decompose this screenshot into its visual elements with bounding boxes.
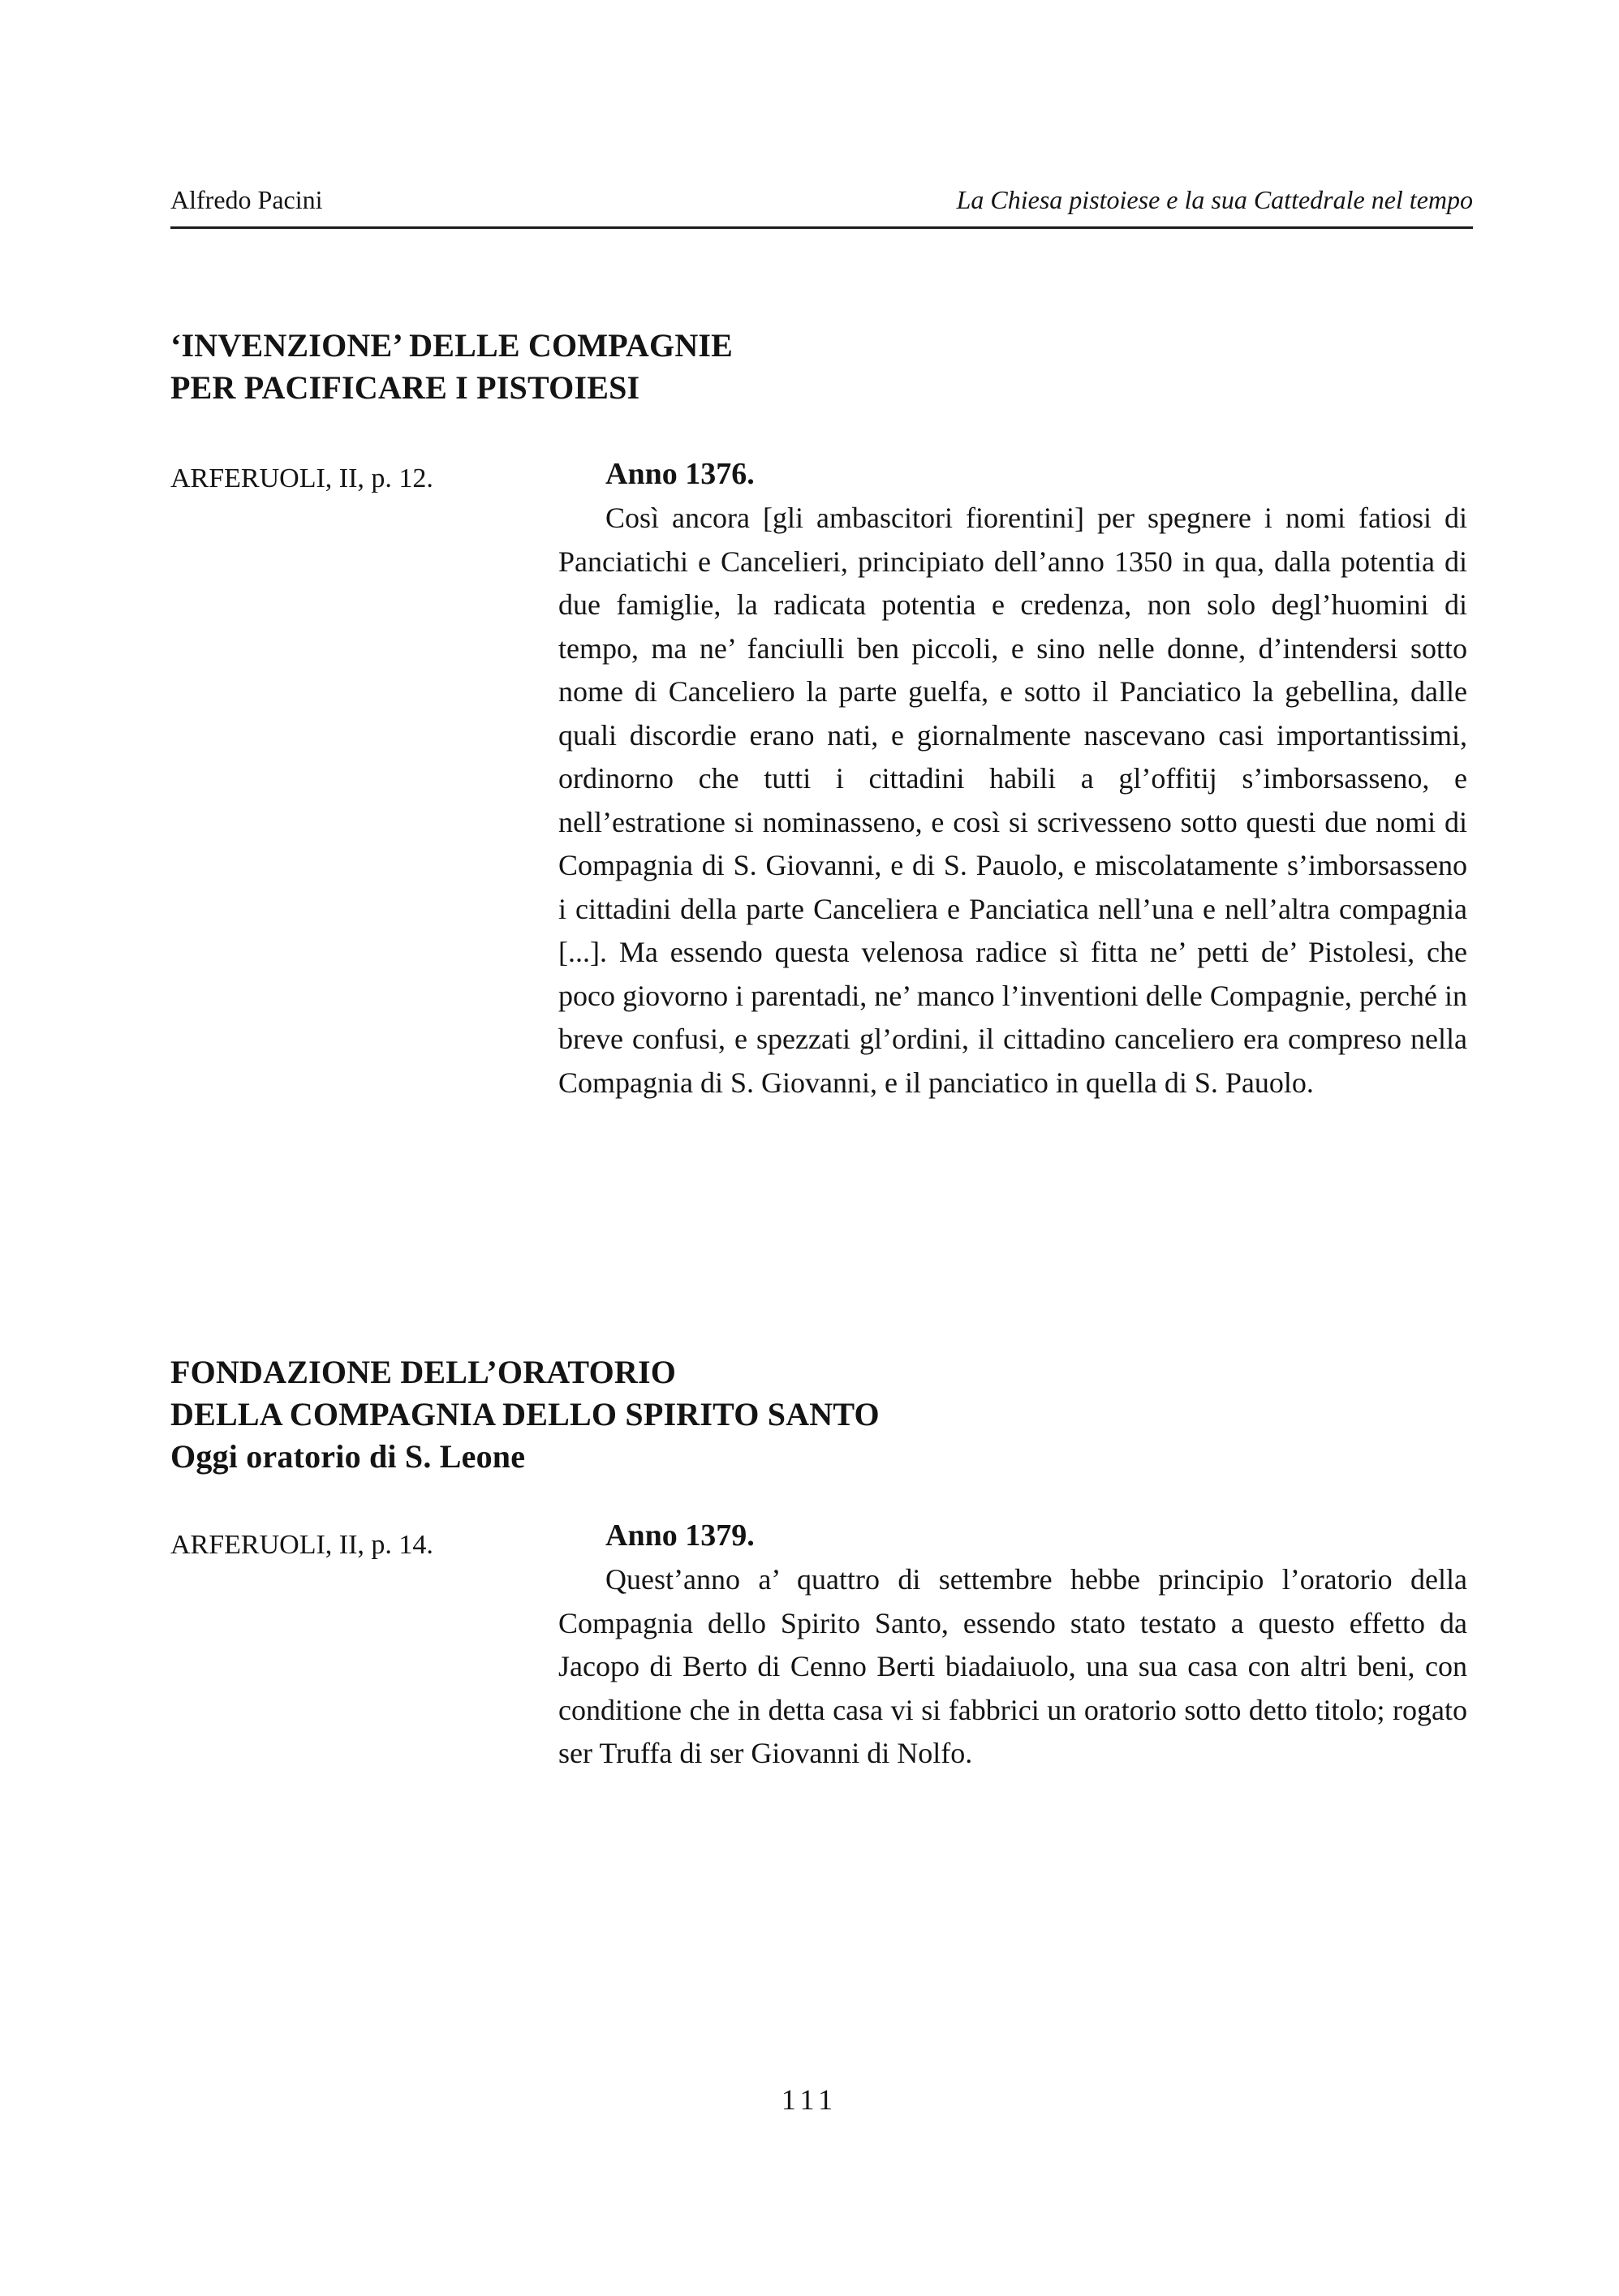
section-1-heading	[170, 325, 733, 409]
section-2-year: Anno 1379.	[605, 1518, 755, 1553]
section-2-title-line-2: DELLA COMPAGNIA DELLO SPIRITO SANTO	[170, 1396, 880, 1432]
section-2-subtitle: Oggi oratorio di S. Leone	[170, 1438, 526, 1475]
section-1-title-line-1: ‘INVENZIONE’ DELLE COMPAGNIE	[170, 327, 734, 364]
section-2-source: ARFERUOLI, II, p. 14.	[170, 1530, 433, 1560]
section-1-title-line-2: PER PACIFICARE I PISTOIESI	[170, 369, 640, 406]
section-1-source: ARFERUOLI, II, p. 12.	[170, 463, 433, 493]
page-number: 111	[781, 2083, 838, 2116]
section-2-text: Quest’anno a’ quattro di settembre hebbe principio l’oratorio della Compagnia dello Spirito Santo, essendo stato testato a questo effetto da Jacopo di Berto di Cenno Berti biadaiuolo, una sua casa con altri beni, con conditione che in detta casa vi si fabbrici un oratorio sotto detto titolo; rogato ser Truffa di ser Giovanni di Nolfo.	[558, 1563, 1467, 1769]
section-2-title-line-1: FONDAZIONE DELL’ORATORIO	[170, 1354, 677, 1390]
header-book-title: La Chiesa pistoiese e la sua Cattedrale nel tempo	[956, 185, 1473, 214]
section-1-text: Così ancora [gli ambascitori fiorentini] per spegnere i nomi fatiosi di Panciatichi e Cancelieri, principiato dell’anno 1350 in qua, dalla potentia di due famiglie, la radicata potentia e credenza, non solo degl’huomini di tempo, ma ne’ fanciulli ben piccoli, e sino nelle donne, d’intendersi sotto nome di Canceliero la parte guelfa, e sotto il Panciatico la gebellina, dalle quali discordie erano nati, e giornalmente nascevano casi importantissimi, ordinorno che tutti i cittadini habili a gl’offitij s’imborsasseno, e nell’estratione si nominasseno, e così si scrivesseno sotto questi due nomi di Compagnia di S. Giovanni, e di S. Pauolo, e miscolatamente s’imborsasseno i cittadini della parte Canceliera e Panciatica nell’una e nell’altra compagnia [...]. Ma essendo questa velenosa radice sì fitta ne’ petti de’ Pistolesi, che poco giovorno i parentadi, ne’ manco l’inventioni delle Compagnie, perché in breve confusi, e spezzati gl’ordini, il cittadino canceliero era compreso nella Compagnia di S. Giovanni, e il panciatico in quella di S. Pauolo.	[558, 502, 1467, 1099]
section-2-heading	[170, 1351, 880, 1478]
section-2-entry	[558, 1516, 1467, 1776]
running-header	[170, 185, 1473, 229]
section-1-entry	[558, 454, 1467, 1105]
header-author: Alfredo Pacini	[170, 185, 323, 214]
section-1-year: Anno 1376.	[605, 457, 755, 491]
